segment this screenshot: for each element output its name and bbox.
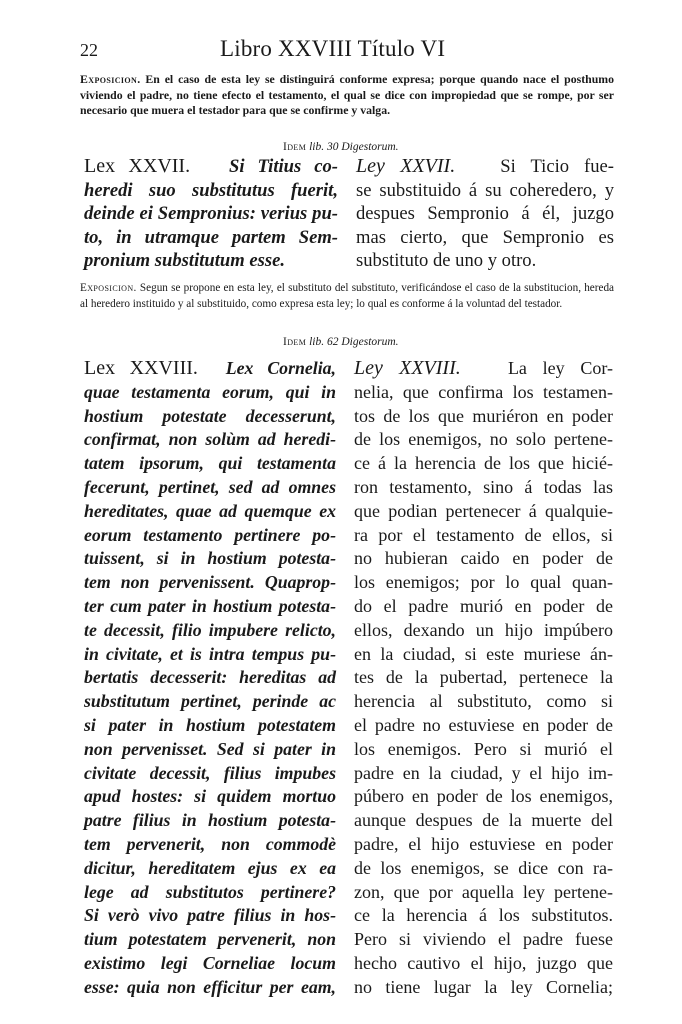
latin-line: in civitate, et is intra tempus pu- (84, 643, 336, 664)
spanish-column-ley-27 (356, 155, 614, 273)
latin-line: quae testamenta eorum, qui in (84, 381, 336, 402)
latin-line: Si verò vivo patre filius in hos- (84, 905, 336, 926)
latin-column-lex-28 (84, 357, 336, 1000)
spanish-line: ellos, dexando un hijo impúbero (354, 619, 613, 640)
spanish-line (354, 357, 613, 381)
latin-line: te decessit, filio impubere relicto, (84, 619, 336, 640)
spanish-line: tes de la pubertad, pertenece la (354, 667, 613, 688)
spanish-line: aunque despues de la muerte del (354, 810, 613, 831)
latin-line: tem non pervenissent. Quaprop- (84, 572, 336, 593)
spanish-line: ce la herencia á los substitutos. (354, 905, 613, 926)
latin-line: pronium substitutum esse. (84, 250, 285, 271)
spanish-column-ley-28 (354, 357, 613, 1000)
exposicion-paragraph-1 (80, 72, 614, 119)
latin-line: fecerunt, pertinet, sed ad omnes (84, 476, 336, 497)
spanish-heading: Ley XXVIII. (354, 357, 461, 379)
spanish-line (356, 155, 614, 179)
spanish-heading: Ley XXVII. (356, 155, 456, 177)
latin-line: tuissent, si in hostium potesta- (84, 548, 336, 569)
spanish-line: ron testamento, sino á todas las (354, 476, 613, 497)
spanish-line: nelia, que confirma los testamen- (354, 381, 613, 402)
page-header (80, 36, 612, 66)
exposicion-text: Segun se propone en esta ley, el substituto del substituto, verificándose el caso de la substitucion, hereda al heredero instituido y al substituido, como expresa esta ley; lo qual es conforme á la voluntad del testador. (80, 282, 615, 310)
latin-line: si pater in hostium potestatem (84, 714, 336, 735)
exposicion-label: Exposicion. (80, 72, 141, 86)
spanish-line: mas cierto, que Sempronio es (356, 226, 614, 248)
latin-line: patre filius in hostium potesta- (84, 810, 336, 831)
latin-line: tatem ipsorum, qui testamenta (84, 453, 336, 474)
spanish-line: que podian pertenecer á qualquie- (354, 500, 613, 521)
latin-line: apud hostes: si quidem mortuo (84, 786, 336, 807)
running-title: Libro XXVIII Título VI (220, 36, 446, 61)
latin-column-lex-27 (84, 155, 338, 273)
latin-line: substitutum pertinet, perinde ac (84, 691, 336, 712)
spanish-line: ce á la herencia de los que hicié- (354, 453, 613, 474)
page-number: 22 (80, 40, 98, 60)
latin-line: lege ad substitutos pertinere? (84, 881, 336, 902)
spanish-text: Si Ticio fue- (500, 156, 614, 177)
spanish-line: padre en la ciudad, y el hijo im- (354, 762, 613, 783)
latin-line: eorum testamento pertinere po- (84, 524, 336, 545)
latin-heading: Lex XXVII. (84, 155, 191, 177)
source-ref: lib. 62 Digestorum. (309, 336, 399, 348)
latin-line: hostium potestate decesserunt, (84, 405, 336, 426)
latin-line: ter cum pater in hostium potesta- (84, 595, 336, 616)
exposicion-paragraph-2 (80, 280, 614, 312)
source-citation-2 (283, 336, 399, 348)
latin-line: hereditates, quae ad quemque ex (84, 500, 336, 521)
latin-line: to, in utramque partem Sem- (84, 226, 338, 248)
spanish-line: el padre no estuviese en poder de (354, 714, 613, 735)
latin-line: esse: quia non efficitur per eam, (84, 976, 336, 997)
spanish-line: padre, el hijo estuviese en poder (354, 833, 613, 854)
spanish-text: La ley Cor- (507, 358, 614, 378)
latin-line: civitate decessit, filius impubes (84, 762, 336, 783)
spanish-line: los enemigos; por lo qual quan- (354, 572, 613, 593)
spanish-line: ra por el testamento de ellos, si (354, 524, 613, 545)
spanish-line: en la ciudad, si este muriese án- (354, 643, 613, 664)
latin-line: bertatis decesserit: hereditas ad (84, 667, 336, 688)
spanish-line: Pero si viviendo el padre fuese (354, 929, 613, 950)
spanish-line: despues Sempronio á él, juzgo (356, 203, 614, 224)
spanish-line: de los enemigos, se dice con ra- (354, 857, 613, 878)
latin-line: tem pervenerit, non commodè (84, 833, 336, 854)
spanish-line: de los enemigos, no solo pertene- (354, 429, 613, 450)
spanish-line: no hubieran caido en poder de (354, 548, 613, 569)
spanish-line: do el padre murió en poder de (354, 595, 613, 616)
latin-line: existimo legi Corneliae locum (84, 952, 336, 973)
latin-line: dicitur, hereditatem ejus ex ea (84, 857, 336, 878)
latin-heading: Lex XXVIII. (84, 357, 198, 379)
latin-text: Lex Cornelia, (225, 358, 336, 378)
source-citation-1 (283, 141, 399, 153)
source-ref: lib. 30 Digestorum. (309, 141, 399, 153)
source-name: Idem (283, 336, 307, 348)
latin-line (84, 155, 338, 179)
latin-line: tium potestatem pervenerit, non (84, 929, 336, 950)
latin-line (84, 357, 336, 381)
exposicion-label: Exposicion. (80, 282, 137, 294)
spanish-line: hecho cautivo el hijo, juzgo que (354, 952, 613, 973)
source-name: Idem (283, 141, 307, 153)
spanish-line: no tiene lugar la ley Cornelia; (354, 976, 613, 997)
spanish-line: púbero en poder de los enemigos, (354, 786, 613, 807)
spanish-line: substituto de uno y otro. (356, 250, 537, 271)
latin-line: non pervenisset. Sed si pater in (84, 738, 336, 759)
latin-line: heredi suo substitutus fuerit, (84, 179, 338, 201)
latin-text: Si Titius co- (229, 156, 338, 177)
spanish-line: tos de los que muriéron en poder (354, 405, 613, 426)
spanish-line: se substituido á su coheredero, y (356, 179, 614, 201)
spanish-line: herencia al substituto, como si (354, 691, 613, 712)
spanish-line: zon, que por aquella ley pertene- (354, 881, 613, 902)
latin-line: deinde ei Sempronius: verius pu- (84, 203, 338, 224)
latin-line: confirmat, non solùm ad heredi- (84, 429, 336, 450)
exposicion-text: En el caso de esta ley se distinguirá conforme expresa; porque quando nace el posthumo viviendo el padre, no tiene efecto el testamento, el qual se dice con impropiedad que se rompe, por ser necesario que muera el testador para que se confirme y valga. (80, 72, 614, 118)
spanish-line: los enemigos. Pero si murió el (354, 738, 613, 759)
